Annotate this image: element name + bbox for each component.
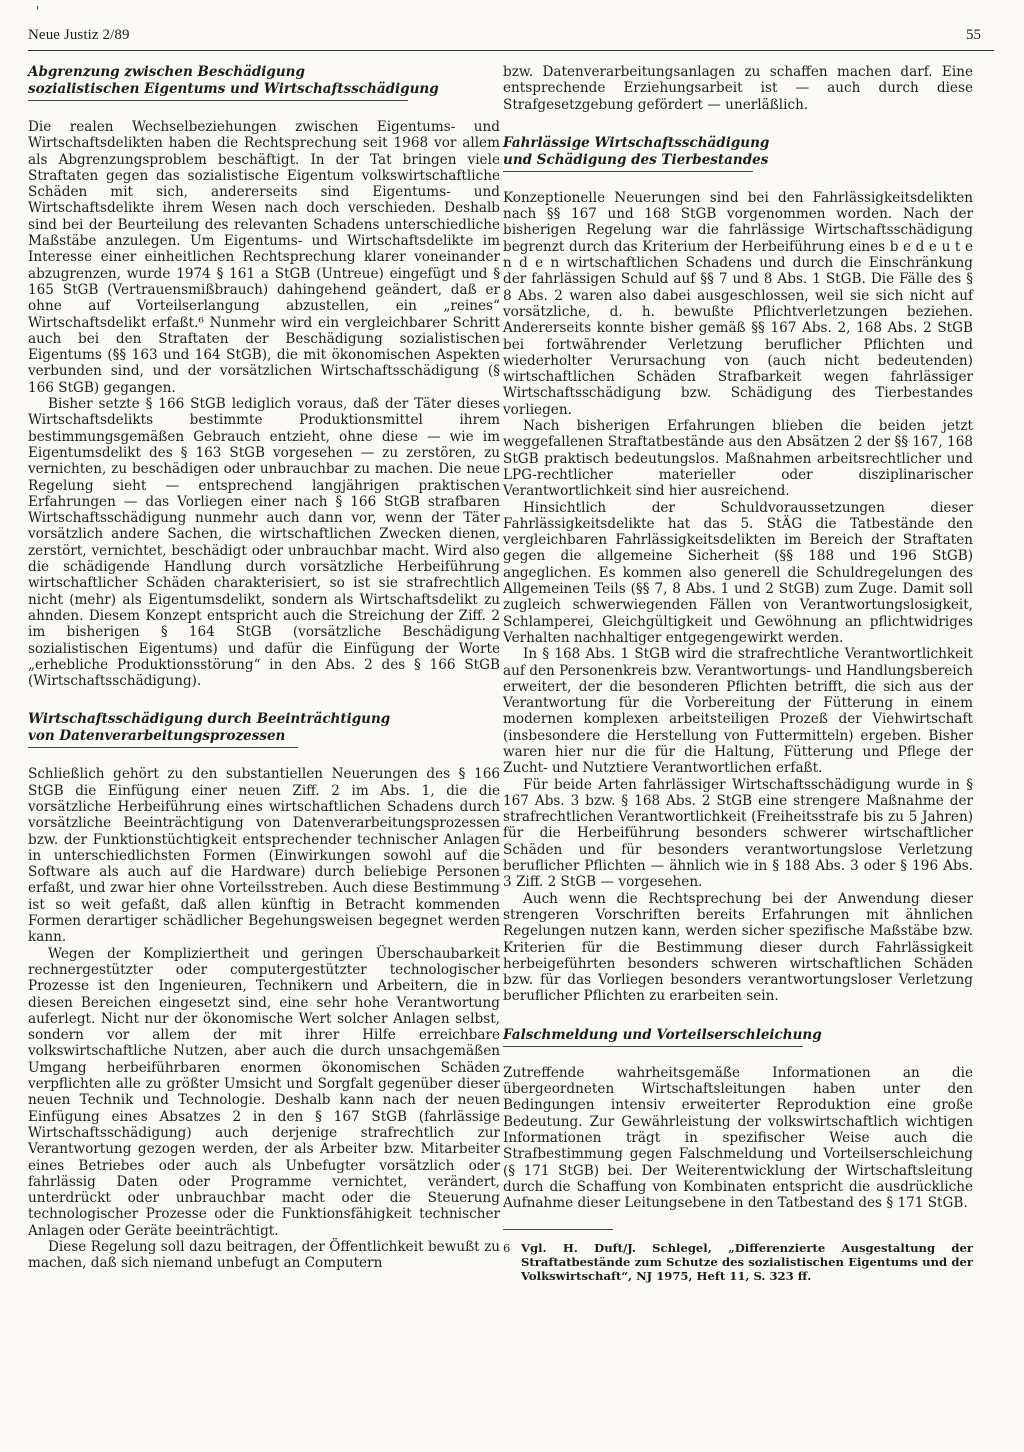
heading-rule [28, 747, 298, 748]
journal-title: Neue Justiz 2/89 [28, 27, 130, 43]
paragraph: Zutreffende wahrheitsgemäße Informationen an die übergeordneten Wirtschaftsleitungen haben unter den Bedingungen intensiv erweiterter Reproduktion eine große Bedeutung. Zur Gewährleistung der volkswirtschaftlich wichtigen Informationen trägt in spezifischer Weise auch die Strafbestimmung gegen Falschmeldung und Vorteilserschleichung (§ 171 StGB) bei. Der Weiterentwicklung der Wirtschaftsleitung durch die Schaffung von Kombinaten entspricht die ausdrückliche Aufnahme dieser Leitungsebene in den Tatbestand des § 171 StGB. [503, 1064, 973, 1212]
section-heading-abgrenzung [28, 64, 500, 101]
paragraph: Schließlich gehört zu den substantiellen Neuerungen des § 166 StGB die Einfügung einer neuen Ziff. 2 im Abs. 1, die die vorsätzliche Herbeiführung eines wirtschaftlichen Schadens durch vorsätzliche Beeinträchtigung von Datenverarbeitungsprozessen bzw. der Funktionstüchtigkeit entsprechender technischer Anlagen in unterschiedlichsten Formen (Einwirkungen sowohl auf die Software als auch auf die Hardware) durch beliebige Personen erfaßt, und zwar hier ohne Vorteilsstreben. Auch diese Bestimmung ist so weit gefaßt, daß allen künftig in Betracht kommenden Formen derartiger schädlicher Begehungsweisen begegnet werden kann. [28, 766, 500, 946]
paragraph: Für beide Arten fahrlässiger Wirtschaftsschädigung wurde in § 167 Abs. 3 bzw. § 168 Abs. 2 StGB eine strengere Maßnahme der strafrechtlichen Verantwortlichkeit (Freiheitsstrafe bis zu 5 Jahren) für die Herbeiführung besonders schwerer wirtschaftlicher Schäden und für besonders verantwortungslose Verletzung beruflicher Pflichten — ähnlich wie in § 188 Abs. 3 oder § 196 Abs. 3 Ziff. 2 StGB — vorgesehen. [503, 776, 973, 891]
section-heading-datenverarbeitung [28, 711, 500, 748]
paragraph: Hinsichtlich der Schuldvoraussetzungen dieser Fahrlässigkeitsdelikte hat das 5. StÄG die Tatbestände den vergleichbaren Fahrlässigkeitsdelikten im Bereich der Straftaten gegen die allgemeine Sicherheit (§§ 188 und 196 StGB) angeglichen. Es kommen also generell die Schuldregelungen des Allgemeinen Teils (§§ 7, 8 Abs. 1 und 2 StGB) zum Zuge. Damit soll zugleich schwerwiegenden Fällen von Verantwortungslosigkeit, Schlamperei, Gleichgültigkeit und Gewöhnung an pflichtwidriges Verhalten nachhaltiger entgegengewirkt werden. [503, 499, 973, 646]
heading-line: Falschmeldung und Vorteilserschleichung [503, 1026, 822, 1043]
heading-line: Fahrlässige Wirtschaftsschädigung [503, 134, 770, 151]
paragraph: Diese Regelung soll dazu beitragen, der Öffentlichkeit bewußt zu machen, daß sich niemand unbefugt an Computern [28, 1239, 500, 1272]
corner-mark: ' [36, 4, 40, 18]
paragraph: Konzeptionelle Neuerungen sind bei den Fahrlässigkeitsdelikten nach §§ 167 und 168 StGB vorgenommen worden. Nach der bisherigen Regelung war die fahrlässige Wirtschaftsschädigung begrenzt durch das Kriterium der Herbeiführung eines b e d e u t e n d e n wirtschaftlichen Schadens und durch die Einschränkung der fahrlässigen Schuld auf §§ 7 und 8 Abs. 1 StGB. Die Fälle des § 8 Abs. 2 waren also dabei ausgeschlossen, weil sie sich nicht auf vorsätzliche, d. h. bewußte Pflichtverletzungen beziehen. Andererseits konnte bisher gemäß §§ 167 Abs. 2, 168 Abs. 2 StGB bei fortwährender Verletzung beruflicher Pflichten und wiederholter Verursachung von (auch nicht bedeutenden) wirtschaftlichen Schäden Strafbarkeit wegen fahrlässiger Wirtschaftsschädigung bzw. Schädigung des Tierbestandes vorliegen. [503, 189, 973, 418]
right-column [503, 64, 973, 1283]
section-heading-falschmeldung [503, 1027, 973, 1047]
paragraph: Nach bisherigen Erfahrungen blieben die beiden jetzt weggefallenen Straftatbestände aus den Absätzen 2 der §§ 167, 168 StGB praktisch bedeutungslos. Maßnahmen arbeitsrechtlicher und LPG-rechtlicher materieller oder disziplinarischer Verantwortlichkeit sind hier ausreichend. [503, 418, 973, 500]
paragraph: Wegen der Kompliziertheit und geringen Überschaubarkeit rechnergestützter oder computergestützter technologischer Prozesse ist den Ingenieuren, Technikern und Arbeitern, die in diesen Bereichen eingesetzt sind, eine sehr hohe Verantwortung auferlegt. Nicht nur der ökonomische Wert solcher Anlagen selbst, sondern vor allem der mit ihrer Hilfe erreichbare volkswirtschaftliche Nutzen, aber auch die durch unsachgemäßen Umgang herbeiführbaren enormen ökonomischen Schäden verpflichten alle zu größter Umsicht und Sorgfalt gegenüber dieser neuen Technik und Technologie. Deshalb kann nach der neuen Einfügung eines Absatzes 2 in den § 167 StGB (fahrlässige Wirtschaftsschädigung) auch derjenige strafrechtlich zur Verantwortung gezogen werden, der als Arbeiter bzw. Mitarbeiter eines Betriebes oder auch als Unbefugter vorsätzlich oder fahrlässig Daten oder Programme vernichtet, verändert, unterdrückt oder unbrauchbar macht oder die Steuerung technologischer Prozesse oder die Funktionsfähigkeit technischer Anlagen oder Geräte beeinträchtigt. [28, 945, 500, 1239]
heading-line: Wirtschaftsschädigung durch Beeinträchtigung [28, 711, 391, 728]
paragraph: Die realen Wechselbeziehungen zwischen Eigentums- und Wirtschaftsdelikten haben die Rechtsprechung seit 1968 vor allem als Abgrenzungsproblem beschäftigt. In der Tat bringen viele Straftaten gegen das sozialistische Eigentum volkswirtschaftliche Schäden mit sich, andererseits sind Eigentums- und Wirtschaftsdelikte ihrem Wesen nach doch verschieden. Deshalb sind bei der Beurteilung des relevanten Schadens unterschiedliche Maßstäbe anzulegen. Um Eigentums- und Wirtschaftsdelikte im Interesse einer einheitlichen Rechtsprechung klarer voneinander abzugrenzen, wurde 1974 § 161 a StGB (Untreue) eingefügt und § 165 StGB (Vertrauensmißbrauch) dahingehend geändert, daß er ohne auf Vorteilserlangung abzustellen, ein „reines“ Wirtschaftsdelikt erfaßt.⁶ Nunmehr wird ein vergleichbarer Schritt auch bei den Straftaten der Beschädigung sozialistischen Eigentums (§§ 163 und 164 StGB), die mit ökonomischen Aspekten verbunden sind, und der vorsätzlichen Wirtschaftsschädigung (§ 166 StGB) gegangen. [28, 119, 500, 396]
page-number: 55 [966, 27, 981, 43]
footnote-number: 6 [503, 1241, 511, 1256]
header-rule [28, 50, 994, 51]
heading-line: von Datenverarbeitungsprozessen [28, 728, 286, 745]
footnote [503, 1242, 973, 1283]
heading-rule [503, 1046, 803, 1047]
footnote-text: Vgl. H. Duft/J. Schlegel, „Differenzierte Ausgestaltung der Straftatbestände zum Schutze des sozialistischen Eigentums und der Volkswirtschaft“, NJ 1975, Heft 11, S. 323 ff. [521, 1241, 973, 1283]
paragraph: Auch wenn die Rechtsprechung bei der Anwendung dieser strengeren Vorschriften bereits Erfahrungen mit ähnlichen Regelungen nutzen kann, werden sicher spezifische Maßstäbe bzw. Kriterien für die Bestimmung dieser durch Fahrlässigkeit herbeigeführten besonders schweren wirtschaftlichen Schäden bzw. für das Vorliegen besonders verantwortungsloser Verletzung beruflicher Pflichten zu erarbeiten sein. [503, 890, 973, 1005]
heading-line: und Schädigung des Tierbestandes [503, 151, 769, 168]
heading-line: Abgrenzung zwischen Beschädigung [28, 64, 305, 80]
section-heading-fahrlaessige [503, 135, 973, 172]
paragraph: Bisher setzte § 166 StGB lediglich voraus, daß der Täter dieses Wirtschaftsdelikts bestimmte Produktionsmittel ihrem bestimmungsgemäßen Gebrauch entzieht, ohne diese — wie im Eigentumsdelikt des § 163 StGB vorgesehen — zu zerstören, zu vernichten, zu beschädigen oder unbrauchbar zu machen. Die neue Regelung sieht — entsprechend langjährigen praktischen Erfahrungen — das Vorliegen einer nach § 166 StGB strafbaren Wirtschaftsschädigung nunmehr auch dann vor, wenn der Täter vorsätzlich andere Sachen, die wirtschaftlichen Zwecken dienen, zerstört, vernichtet, beschädigt oder unbrauchbar macht. Wird also die schädigende Handlung durch vorsätzliche Herbeiführung wirtschaftlicher Schäden charakterisiert, so ist sie strafrechtlich nicht (mehr) als Eigentumsdelikt, sondern als Wirtschaftsdelikt zu ahnden. Diesem Konzept entspricht auch die Streichung der Ziff. 2 im bisherigen § 164 StGB (vorsätzliche Beschädigung sozialistischen Eigentums) und dafür die Einfügung der Worte „erhebliche Produktionsstörung“ in den Abs. 2 des § 166 StGB (Wirtschaftsschädigung). [28, 396, 500, 690]
heading-rule [28, 100, 408, 101]
heading-line: sozialistischen Eigentums und Wirtschaftsschädigung [28, 81, 439, 97]
paragraph: In § 168 Abs. 1 StGB wird die strafrechtliche Verantwortlichkeit auf den Personenkreis bzw. Verantwortungs- und Handlungsbereich erweitert, der die besonderen Pflichten betrifft, die sich aus der Verantwortung für die Vorbereitung der Fütterung in einem modernen komplexen arbeitsteiligen Prozeß der Viehwirtschaft (insbesondere die Herstellung von Futtermitteln) ergeben. Bisher waren hier nur die für die Haltung, Fütterung und Pflege der Zucht- und Nutztiere Verantwortlichen erfaßt. [503, 646, 973, 777]
footnote-rule [503, 1229, 613, 1230]
heading-rule [503, 171, 753, 172]
left-column [28, 64, 500, 1272]
paragraph-continuation: bzw. Datenverarbeitungsanlagen zu schaffen machen darf. Eine entsprechende Erziehungsarbeit ist — auch durch diese Strafgesetzgebung gefördert — unerläßlich. [503, 64, 973, 113]
